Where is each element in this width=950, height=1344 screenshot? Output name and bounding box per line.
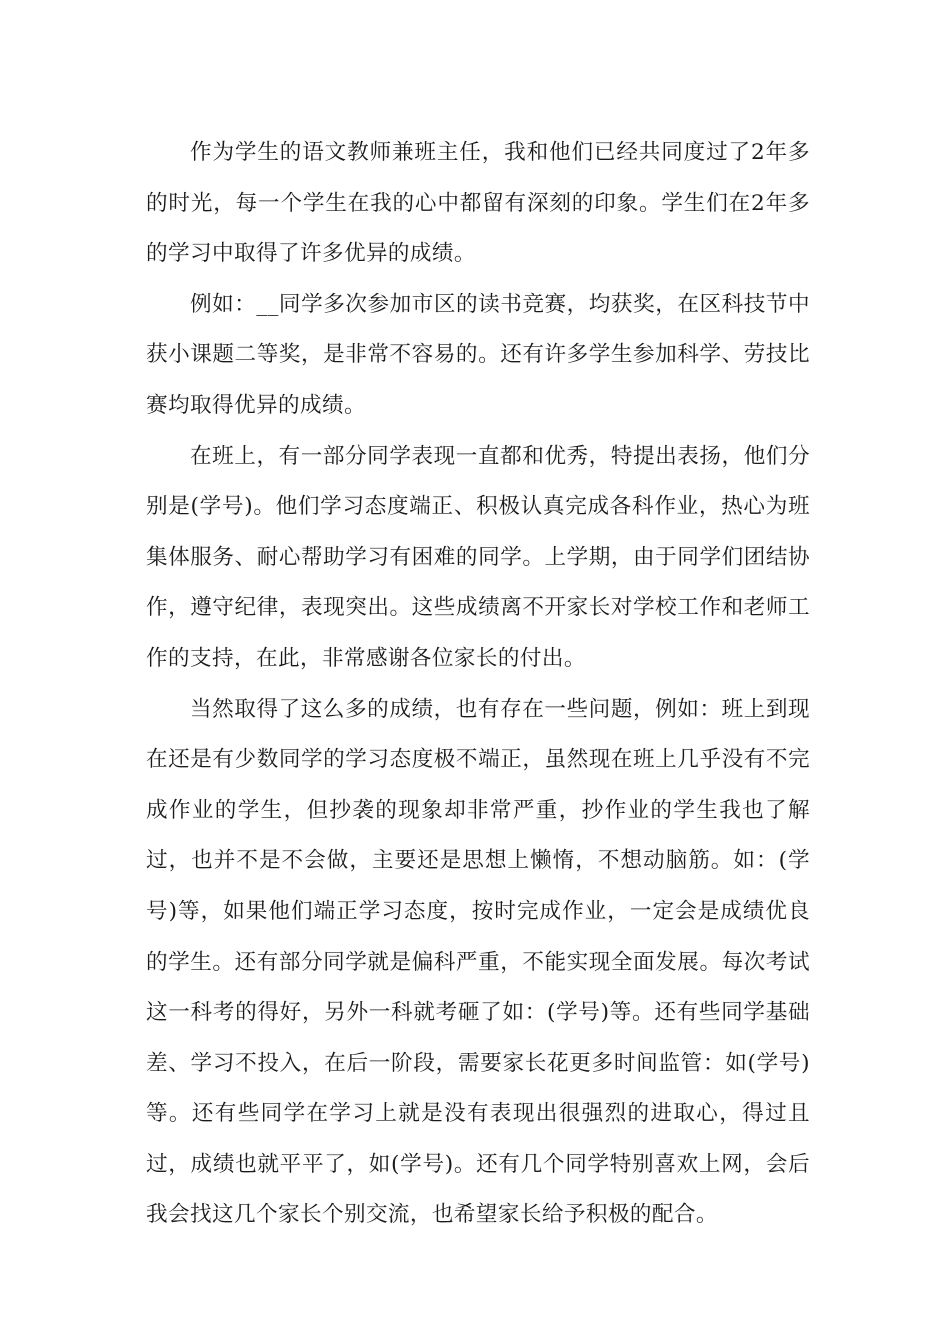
paragraph-4: 当然取得了这么多的成绩，也有存在一些问题，例如：班上到现在还是有少数同学的学习态度极不端正，虽然现在班上几乎没有不完成作业的学生，但抄袭的现象却非常严重，抄作业的学生我也了解过，也并不是不会做，主要还是思想上懒惰，不想动脑筋。如：(学号)等，如果他们端正学习态度，按时完成作业，一定会是成绩优良的学生。还有部分同学就是偏科严重，不能实现全面发展。每次考试这一科考的得好，另外一科就考砸了如：(学号)等。还有些同学基础差、学习不投入，在后一阶段，需要家长花更多时间监管：如(学号)等。还有些同学在学习上就是没有表现出很强烈的进取心，得过且过，成绩也就平平了，如(学号)。还有几个同学特别喜欢上网，会后我会找这几个家长个别交流，也希望家长给予积极的配合。 xyxy=(146,696,810,1228)
paragraph-1: 作为学生的语文教师兼班主任，我和他们已经共同度过了2年多的时光，每一个学生在我的心中都留有深刻的印象。学生们在2年多的学习中取得了许多优异的成绩。 xyxy=(146,140,810,267)
document-body xyxy=(146,128,810,1241)
paragraph-3: 在班上，有一部分同学表现一直都和优秀，特提出表扬，他们分别是(学号)。他们学习态度端正、积极认真完成各科作业，热心为班集体服务、耐心帮助学习有困难的同学。上学期，由于同学们团结协作，遵守纪律，表现突出。这些成绩离不开家长对学校工作和老师工作的支持，在此，非常感谢各位家长的付出。 xyxy=(146,443,810,671)
paragraph-2: 例如：__同学多次参加市区的读书竞赛，均获奖，在区科技节中获小课题二等奖，是非常不容易的。还有许多学生参加科学、劳技比赛均取得优异的成绩。 xyxy=(146,291,810,418)
